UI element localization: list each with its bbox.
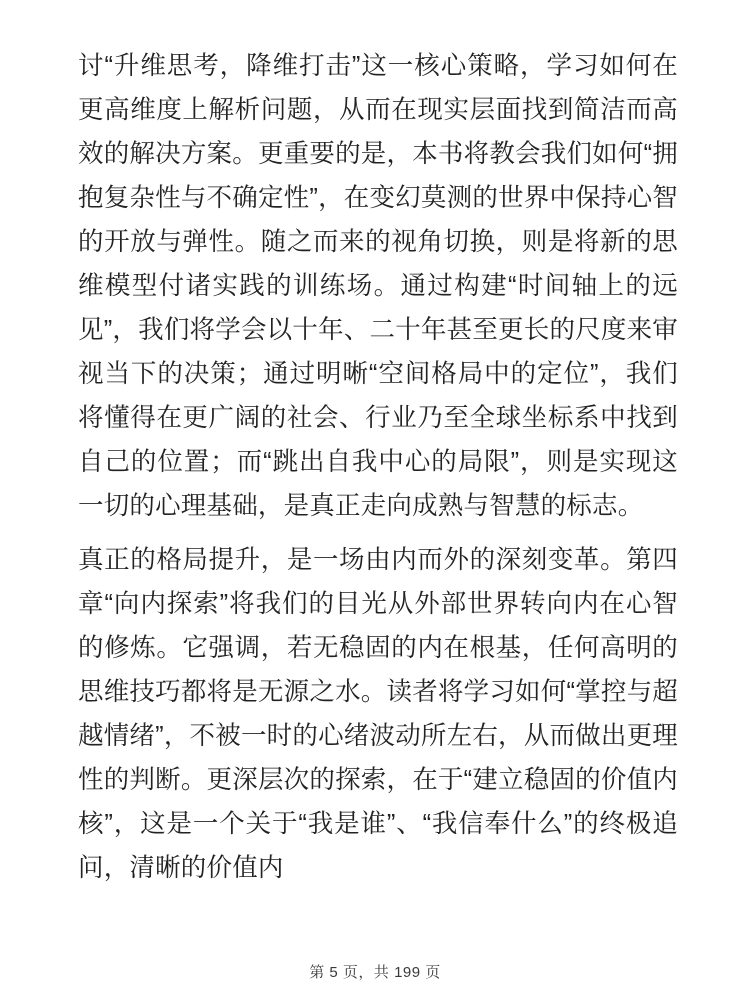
page-content xyxy=(78,44,678,890)
page-number-label: 第 5 页，共 199 页 xyxy=(309,964,441,981)
paragraph-1: 讨“升维思考，降维打击”这一核心策略，学习如何在更高维度上解析问题，从而在现实层面找到简洁而高效的解决方案。更重要的是，本书将教会我们如何“拥抱复杂性与不确定性”，在变幻莫测的世界中保持心智的开放与弹性。随之而来的视角切换，则是将新的思维模型付诸实践的训练场。通过构建“时间轴上的远见”，我们将学会以十年、二十年甚至更长的尺度来审视当下的决策；通过明晰“空间格局中的定位”，我们将懂得在更广阔的社会、行业乃至全球坐标系中找到自己的位置；而“跳出自我中心的局限”，则是实现这一切的心理基础，是真正走向成熟与智慧的标志。 xyxy=(78,52,678,520)
page-footer xyxy=(0,961,750,982)
paragraph-2: 真正的格局提升，是一场由内而外的深刻变革。第四章“向内探索”将我们的目光从外部世界转向内在心智的修炼。它强调，若无稳固的内在根基，任何高明的思维技巧都将是无源之水。读者将学习如何“掌控与超越情绪”，不被一时的心绪波动所左右，从而做出更理性的判断。更深层次的探索，在于“建立稳固的价值内核”，这是一个关于“我是谁”、“我信奉什么”的终极追问，清晰的价值内 xyxy=(78,546,678,882)
